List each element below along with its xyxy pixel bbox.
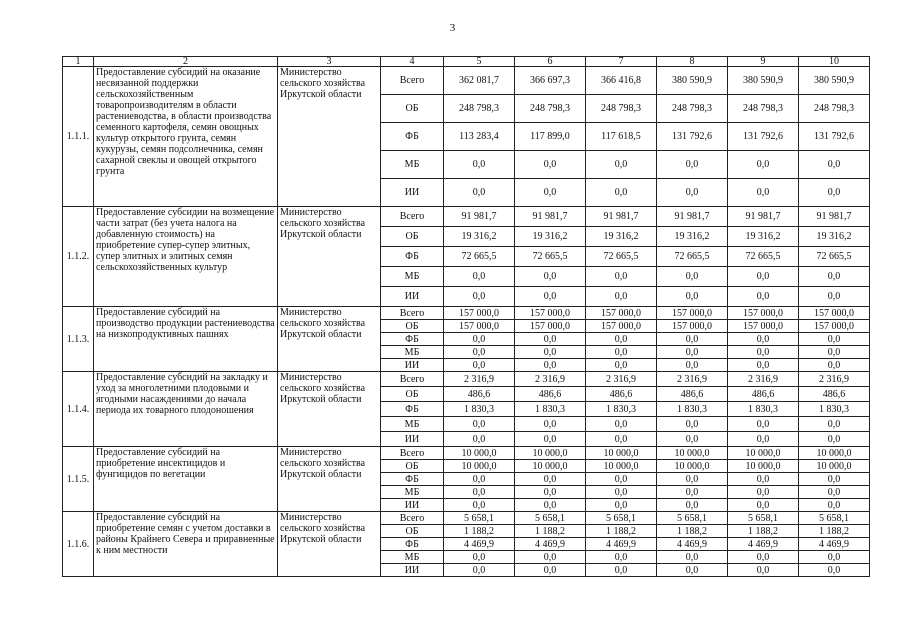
amount-cell: 19 316,2 — [586, 227, 657, 247]
amount-cell: 0,0 — [728, 267, 799, 287]
amount-cell: 0,0 — [515, 417, 586, 432]
amount-cell: 0,0 — [586, 551, 657, 564]
amount-cell: 0,0 — [586, 287, 657, 307]
amount-cell: 0,0 — [515, 346, 586, 359]
amount-cell: 0,0 — [799, 417, 870, 432]
amount-cell: 0,0 — [586, 267, 657, 287]
responsible-department: Министерство сельского хозяйства Иркутской области — [278, 207, 381, 307]
measure-description: Предоставление субсидий на приобретение инсектицидов и фунгицидов по вегетации — [94, 447, 278, 512]
amount-cell: 248 798,3 — [515, 95, 586, 123]
responsible-department: Министерство сельского хозяйства Иркутской области — [278, 372, 381, 447]
funding-source: ФБ — [381, 333, 444, 346]
amount-cell: 10 000,0 — [799, 447, 870, 460]
amount-cell: 5 658,1 — [728, 512, 799, 525]
amount-cell: 0,0 — [444, 551, 515, 564]
amount-cell: 131 792,6 — [728, 123, 799, 151]
amount-cell: 1 188,2 — [515, 525, 586, 538]
amount-cell: 10 000,0 — [515, 447, 586, 460]
amount-cell: 248 798,3 — [586, 95, 657, 123]
funding-source: Всего — [381, 512, 444, 525]
table-row — [63, 512, 870, 525]
amount-cell: 0,0 — [444, 417, 515, 432]
amount-cell: 72 665,5 — [657, 247, 728, 267]
amount-cell: 0,0 — [657, 359, 728, 372]
column-number-cell: 1 — [63, 57, 94, 67]
amount-cell: 0,0 — [586, 359, 657, 372]
amount-cell: 91 981,7 — [444, 207, 515, 227]
amount-cell: 0,0 — [515, 551, 586, 564]
amount-cell: 19 316,2 — [444, 227, 515, 247]
funding-source: Всего — [381, 307, 444, 320]
amount-cell: 117 618,5 — [586, 123, 657, 151]
funding-source: ФБ — [381, 538, 444, 551]
amount-cell: 0,0 — [799, 333, 870, 346]
funding-source: ОБ — [381, 320, 444, 333]
amount-cell: 0,0 — [799, 151, 870, 179]
funding-source: МБ — [381, 417, 444, 432]
amount-cell: 248 798,3 — [799, 95, 870, 123]
amount-cell: 1 188,2 — [444, 525, 515, 538]
funding-source: Всего — [381, 372, 444, 387]
amount-cell: 380 590,9 — [657, 67, 728, 95]
column-number-cell: 10 — [799, 57, 870, 67]
amount-cell: 0,0 — [586, 179, 657, 207]
amount-cell: 157 000,0 — [728, 307, 799, 320]
item-number: 1.1.6. — [63, 512, 94, 577]
measure-description: Предоставление субсидий на закладку и уход за многолетними плодовыми и ягодными насаждениями до начала периода их товарного плодоношения — [94, 372, 278, 447]
funding-source: МБ — [381, 486, 444, 499]
amount-cell: 486,6 — [799, 387, 870, 402]
amount-cell: 0,0 — [728, 551, 799, 564]
amount-cell: 157 000,0 — [799, 307, 870, 320]
amount-cell: 0,0 — [657, 551, 728, 564]
funding-source: Всего — [381, 67, 444, 95]
column-number-cell: 2 — [94, 57, 278, 67]
amount-cell: 157 000,0 — [657, 307, 728, 320]
amount-cell: 72 665,5 — [586, 247, 657, 267]
amount-cell: 0,0 — [728, 432, 799, 447]
amount-cell: 2 316,9 — [728, 372, 799, 387]
amount-cell: 1 830,3 — [728, 402, 799, 417]
amount-cell: 0,0 — [444, 267, 515, 287]
amount-cell: 0,0 — [586, 333, 657, 346]
amount-cell: 0,0 — [728, 333, 799, 346]
responsible-department: Министерство сельского хозяйства Иркутской области — [278, 307, 381, 372]
amount-cell: 2 316,9 — [586, 372, 657, 387]
amount-cell: 486,6 — [728, 387, 799, 402]
amount-cell: 91 981,7 — [799, 207, 870, 227]
amount-cell: 1 188,2 — [728, 525, 799, 538]
table-body — [63, 57, 870, 577]
amount-cell: 1 830,3 — [515, 402, 586, 417]
amount-cell: 0,0 — [799, 551, 870, 564]
amount-cell: 5 658,1 — [515, 512, 586, 525]
amount-cell: 0,0 — [444, 333, 515, 346]
amount-cell: 0,0 — [515, 287, 586, 307]
measure-description: Предоставление субсидий на приобретение семян с учетом доставки в районы Крайнего Севера и приравненные к ним местности — [94, 512, 278, 577]
amount-cell: 10 000,0 — [799, 460, 870, 473]
amount-cell: 0,0 — [799, 179, 870, 207]
amount-cell: 0,0 — [586, 473, 657, 486]
amount-cell: 157 000,0 — [799, 320, 870, 333]
amount-cell: 157 000,0 — [586, 307, 657, 320]
amount-cell: 157 000,0 — [444, 320, 515, 333]
amount-cell: 0,0 — [586, 346, 657, 359]
amount-cell: 10 000,0 — [586, 447, 657, 460]
amount-cell: 0,0 — [657, 267, 728, 287]
funding-source: ИИ — [381, 499, 444, 512]
item-number: 1.1.1. — [63, 67, 94, 207]
measure-description: Предоставление субсидии на возмещение части затрат (без учета налога на добавленную стоимость) на приобретение супер-супер элитных, супер элитных и элитных семян сельскохозяйственных культур — [94, 207, 278, 307]
amount-cell: 5 658,1 — [657, 512, 728, 525]
amount-cell: 2 316,9 — [444, 372, 515, 387]
column-number-cell: 4 — [381, 57, 444, 67]
amount-cell: 131 792,6 — [657, 123, 728, 151]
measure-description: Предоставление субсидий на производство продукции растениеводства на низкопродуктивных пашнях — [94, 307, 278, 372]
amount-cell: 91 981,7 — [586, 207, 657, 227]
amount-cell: 0,0 — [728, 486, 799, 499]
amount-cell: 10 000,0 — [444, 460, 515, 473]
amount-cell: 0,0 — [444, 346, 515, 359]
amount-cell: 0,0 — [728, 346, 799, 359]
funding-source: МБ — [381, 551, 444, 564]
amount-cell: 157 000,0 — [444, 307, 515, 320]
table-row — [63, 372, 870, 387]
funding-source: ИИ — [381, 359, 444, 372]
amount-cell: 248 798,3 — [728, 95, 799, 123]
amount-cell: 0,0 — [515, 432, 586, 447]
amount-cell: 0,0 — [444, 486, 515, 499]
column-number-cell: 5 — [444, 57, 515, 67]
amount-cell: 91 981,7 — [657, 207, 728, 227]
amount-cell: 0,0 — [799, 267, 870, 287]
amount-cell: 2 316,9 — [515, 372, 586, 387]
amount-cell: 10 000,0 — [728, 447, 799, 460]
column-number-cell: 3 — [278, 57, 381, 67]
amount-cell: 117 899,0 — [515, 123, 586, 151]
funding-source: МБ — [381, 346, 444, 359]
column-number-cell: 8 — [657, 57, 728, 67]
funding-source: ИИ — [381, 564, 444, 577]
amount-cell: 157 000,0 — [657, 320, 728, 333]
amount-cell: 0,0 — [515, 564, 586, 577]
amount-cell: 10 000,0 — [444, 447, 515, 460]
amount-cell: 0,0 — [657, 417, 728, 432]
amount-cell: 10 000,0 — [657, 447, 728, 460]
item-number: 1.1.5. — [63, 447, 94, 512]
responsible-department: Министерство сельского хозяйства Иркутской области — [278, 512, 381, 577]
table-row — [63, 447, 870, 460]
amount-cell: 0,0 — [799, 486, 870, 499]
amount-cell: 0,0 — [728, 564, 799, 577]
amount-cell: 0,0 — [728, 417, 799, 432]
column-number-cell: 9 — [728, 57, 799, 67]
amount-cell: 0,0 — [515, 499, 586, 512]
amount-cell: 157 000,0 — [728, 320, 799, 333]
funding-source: ОБ — [381, 227, 444, 247]
amount-cell: 157 000,0 — [515, 320, 586, 333]
amount-cell: 72 665,5 — [799, 247, 870, 267]
funding-source: ФБ — [381, 247, 444, 267]
amount-cell: 0,0 — [657, 287, 728, 307]
amount-cell: 4 469,9 — [444, 538, 515, 551]
amount-cell: 0,0 — [444, 432, 515, 447]
amount-cell: 0,0 — [799, 432, 870, 447]
amount-cell: 0,0 — [515, 179, 586, 207]
amount-cell: 0,0 — [728, 151, 799, 179]
funding-source: ФБ — [381, 402, 444, 417]
funding-source: ОБ — [381, 460, 444, 473]
amount-cell: 0,0 — [799, 499, 870, 512]
amount-cell: 0,0 — [657, 564, 728, 577]
funding-source: ИИ — [381, 432, 444, 447]
amount-cell: 4 469,9 — [657, 538, 728, 551]
amount-cell: 0,0 — [657, 151, 728, 179]
amount-cell: 486,6 — [515, 387, 586, 402]
amount-cell: 0,0 — [657, 333, 728, 346]
amount-cell: 0,0 — [799, 564, 870, 577]
amount-cell: 0,0 — [586, 151, 657, 179]
amount-cell: 380 590,9 — [799, 67, 870, 95]
amount-cell: 2 316,9 — [657, 372, 728, 387]
amount-cell: 0,0 — [586, 417, 657, 432]
funding-source: Всего — [381, 447, 444, 460]
amount-cell: 366 416,8 — [586, 67, 657, 95]
amount-cell: 2 316,9 — [799, 372, 870, 387]
column-number-cell: 7 — [586, 57, 657, 67]
amount-cell: 362 081,7 — [444, 67, 515, 95]
amount-cell: 0,0 — [515, 333, 586, 346]
amount-cell: 19 316,2 — [728, 227, 799, 247]
column-number-row — [63, 57, 870, 67]
amount-cell: 0,0 — [657, 179, 728, 207]
funding-source: ОБ — [381, 525, 444, 538]
amount-cell: 486,6 — [657, 387, 728, 402]
column-number-cell: 6 — [515, 57, 586, 67]
amount-cell: 113 283,4 — [444, 123, 515, 151]
amount-cell: 0,0 — [657, 473, 728, 486]
funding-source: ОБ — [381, 387, 444, 402]
amount-cell: 0,0 — [657, 346, 728, 359]
measure-description: Предоставление субсидий на оказание несвязанной поддержки сельскохозяйственным товаропроизводителям в области растениеводства, в области производства семенного картофеля, семян овощных культур открытого грунта, семян кукурузы, семян подсолнечника, семян сахарной свеклы и овощей открытого грунта — [94, 67, 278, 207]
responsible-department: Министерство сельского хозяйства Иркутской области — [278, 447, 381, 512]
amount-cell: 0,0 — [657, 486, 728, 499]
amount-cell: 91 981,7 — [515, 207, 586, 227]
amount-cell: 0,0 — [586, 432, 657, 447]
amount-cell: 0,0 — [728, 179, 799, 207]
amount-cell: 248 798,3 — [657, 95, 728, 123]
table-row — [63, 67, 870, 95]
amount-cell: 0,0 — [799, 473, 870, 486]
amount-cell: 486,6 — [586, 387, 657, 402]
item-number: 1.1.2. — [63, 207, 94, 307]
amount-cell: 1 188,2 — [657, 525, 728, 538]
amount-cell: 0,0 — [657, 499, 728, 512]
amount-cell: 0,0 — [515, 486, 586, 499]
amount-cell: 0,0 — [586, 499, 657, 512]
amount-cell: 0,0 — [444, 151, 515, 179]
amount-cell: 72 665,5 — [444, 247, 515, 267]
table-row — [63, 207, 870, 227]
amount-cell: 0,0 — [444, 499, 515, 512]
amount-cell: 10 000,0 — [515, 460, 586, 473]
amount-cell: 0,0 — [657, 432, 728, 447]
responsible-department: Министерство сельского хозяйства Иркутской области — [278, 67, 381, 207]
amount-cell: 0,0 — [444, 359, 515, 372]
amount-cell: 4 469,9 — [586, 538, 657, 551]
funding-source: Всего — [381, 207, 444, 227]
amount-cell: 0,0 — [728, 499, 799, 512]
amount-cell: 0,0 — [586, 486, 657, 499]
amount-cell: 10 000,0 — [586, 460, 657, 473]
table-row — [63, 307, 870, 320]
amount-cell: 1 830,3 — [799, 402, 870, 417]
funding-source: ФБ — [381, 123, 444, 151]
amount-cell: 1 830,3 — [657, 402, 728, 417]
amount-cell: 1 830,3 — [444, 402, 515, 417]
funding-source: ИИ — [381, 287, 444, 307]
amount-cell: 1 830,3 — [586, 402, 657, 417]
amount-cell: 0,0 — [728, 287, 799, 307]
item-number: 1.1.3. — [63, 307, 94, 372]
page-number: 3 — [449, 22, 456, 34]
amount-cell: 157 000,0 — [586, 320, 657, 333]
amount-cell: 248 798,3 — [444, 95, 515, 123]
amount-cell: 157 000,0 — [515, 307, 586, 320]
amount-cell: 0,0 — [444, 564, 515, 577]
amount-cell: 4 469,9 — [515, 538, 586, 551]
amount-cell: 4 469,9 — [799, 538, 870, 551]
amount-cell: 380 590,9 — [728, 67, 799, 95]
amount-cell: 19 316,2 — [657, 227, 728, 247]
amount-cell: 5 658,1 — [586, 512, 657, 525]
amount-cell: 0,0 — [799, 346, 870, 359]
amount-cell: 0,0 — [586, 564, 657, 577]
amount-cell: 19 316,2 — [799, 227, 870, 247]
item-number: 1.1.4. — [63, 372, 94, 447]
subsidy-table — [62, 56, 870, 577]
amount-cell: 0,0 — [799, 359, 870, 372]
amount-cell: 5 658,1 — [799, 512, 870, 525]
amount-cell: 10 000,0 — [657, 460, 728, 473]
funding-source: ФБ — [381, 473, 444, 486]
amount-cell: 366 697,3 — [515, 67, 586, 95]
amount-cell: 1 188,2 — [799, 525, 870, 538]
amount-cell: 1 188,2 — [586, 525, 657, 538]
amount-cell: 0,0 — [444, 179, 515, 207]
amount-cell: 0,0 — [515, 267, 586, 287]
funding-source: ИИ — [381, 179, 444, 207]
funding-source: ОБ — [381, 95, 444, 123]
amount-cell: 72 665,5 — [728, 247, 799, 267]
amount-cell: 72 665,5 — [515, 247, 586, 267]
amount-cell: 19 316,2 — [515, 227, 586, 247]
amount-cell: 0,0 — [515, 151, 586, 179]
amount-cell: 0,0 — [515, 359, 586, 372]
amount-cell: 0,0 — [799, 287, 870, 307]
amount-cell: 0,0 — [444, 473, 515, 486]
amount-cell: 5 658,1 — [444, 512, 515, 525]
amount-cell: 486,6 — [444, 387, 515, 402]
funding-source: МБ — [381, 151, 444, 179]
amount-cell: 131 792,6 — [799, 123, 870, 151]
amount-cell: 0,0 — [728, 473, 799, 486]
funding-source: МБ — [381, 267, 444, 287]
amount-cell: 0,0 — [728, 359, 799, 372]
amount-cell: 0,0 — [515, 473, 586, 486]
amount-cell: 0,0 — [444, 287, 515, 307]
amount-cell: 91 981,7 — [728, 207, 799, 227]
amount-cell: 4 469,9 — [728, 538, 799, 551]
amount-cell: 10 000,0 — [728, 460, 799, 473]
